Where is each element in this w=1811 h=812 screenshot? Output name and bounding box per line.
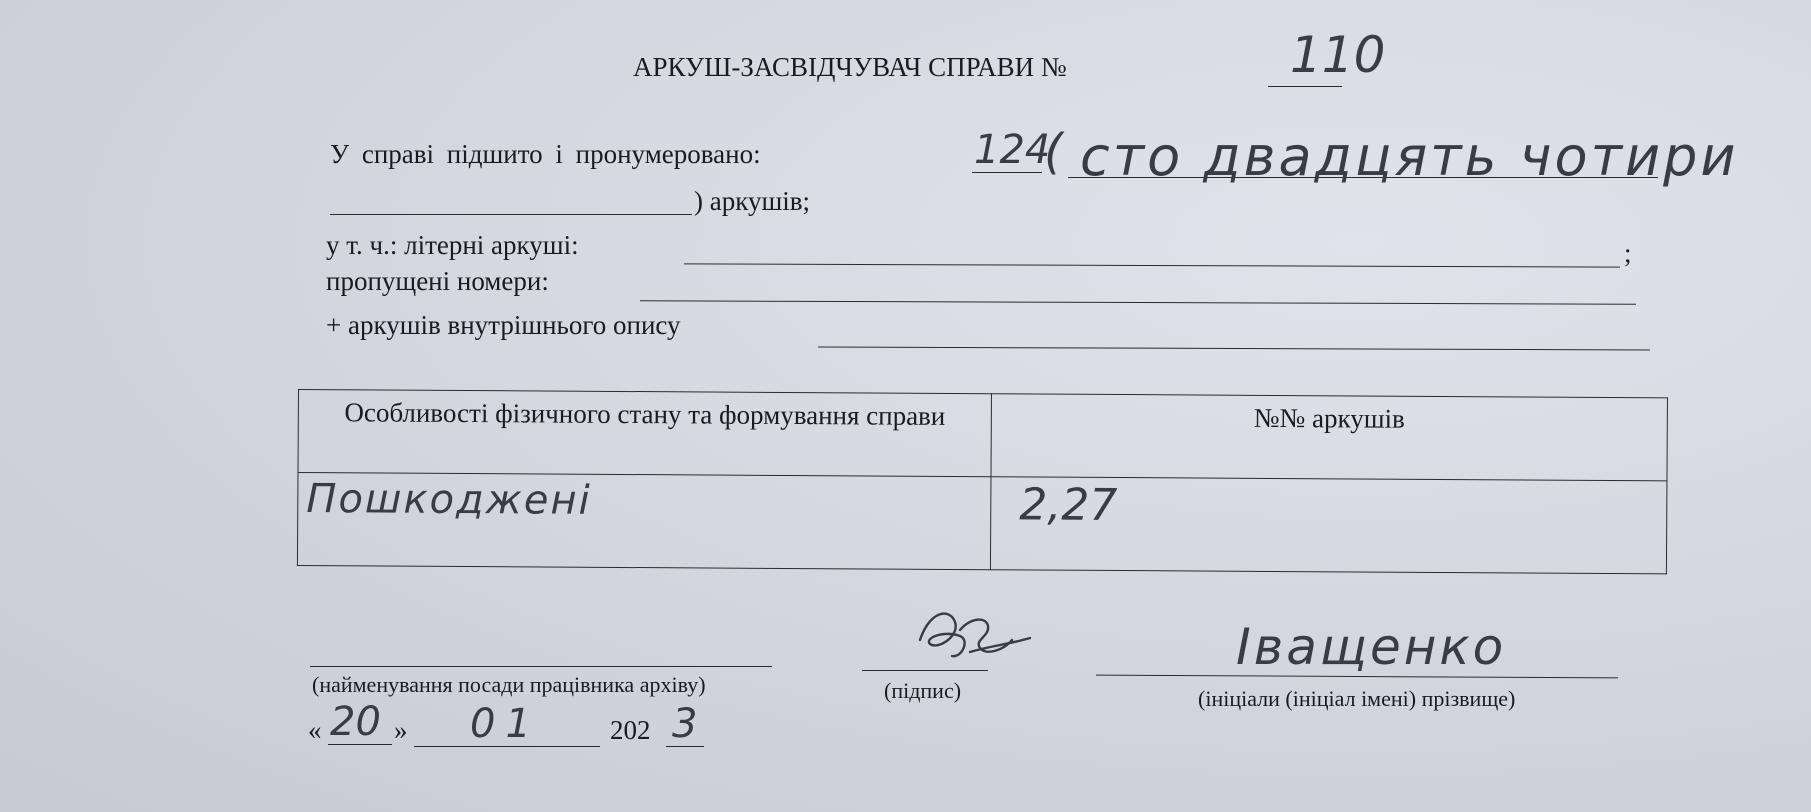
inner-inventory-line — [818, 347, 1650, 351]
name-handwritten: Іващенко — [1236, 618, 1507, 676]
pages-number-handwritten: 124 — [974, 127, 1051, 173]
handwritten-signature — [900, 600, 1040, 670]
date-open-quote: « — [308, 715, 322, 745]
date-day-handwritten: 20 — [330, 699, 381, 745]
pages-words-line-2 — [330, 214, 692, 215]
table-header-condition: Особливості фізичного стану та формування справи — [298, 390, 991, 477]
letter-pages-end: ; — [1624, 238, 1632, 268]
case-number-line — [1268, 86, 1342, 87]
position-caption: (найменування посади працівника архіву) — [312, 672, 706, 697]
document-title: АРКУШ-ЗАСВІДЧУВАЧ СПРАВИ № — [633, 52, 1067, 82]
signature-caption: (підпис) — [884, 678, 962, 703]
pages-list-handwritten: 2,27 — [1019, 479, 1118, 532]
table-header-pages: №№ аркушів — [991, 394, 1667, 481]
pages-intro-label: У справі підшито і пронумеровано: — [330, 139, 761, 169]
condition-handwritten: Пошкоджені — [306, 476, 592, 524]
missing-numbers-label: пропущені номери: — [326, 266, 549, 296]
table-header-row — [298, 390, 1667, 481]
missing-numbers-line — [640, 300, 1636, 304]
pages-suffix-label: ) аркушів; — [694, 186, 811, 216]
pages-open-paren: ( — [1044, 124, 1063, 180]
date-close-quote: » — [394, 715, 408, 745]
date-year-digit: 3 — [672, 701, 698, 747]
pages-words-handwritten: сто двадцять чотири — [1080, 125, 1739, 188]
condition-table — [297, 389, 1668, 574]
name-caption: (ініціали (ініціал імені) прізвище) — [1198, 686, 1516, 711]
case-number-handwritten: 110 — [1290, 26, 1386, 84]
inner-inventory-label: + аркушів внутрішнього опису — [326, 310, 681, 340]
table-cell-condition — [297, 473, 991, 570]
signature-line — [862, 670, 988, 671]
date-month-handwritten: 01 — [470, 701, 541, 747]
table-cell-pages — [990, 477, 1667, 574]
position-line — [310, 666, 772, 667]
letter-pages-label: у т. ч.: літерні аркуші: — [326, 230, 579, 260]
date-year-prefix: 202 — [610, 715, 651, 745]
table-row — [297, 473, 1667, 574]
letter-pages-line — [684, 263, 1620, 267]
